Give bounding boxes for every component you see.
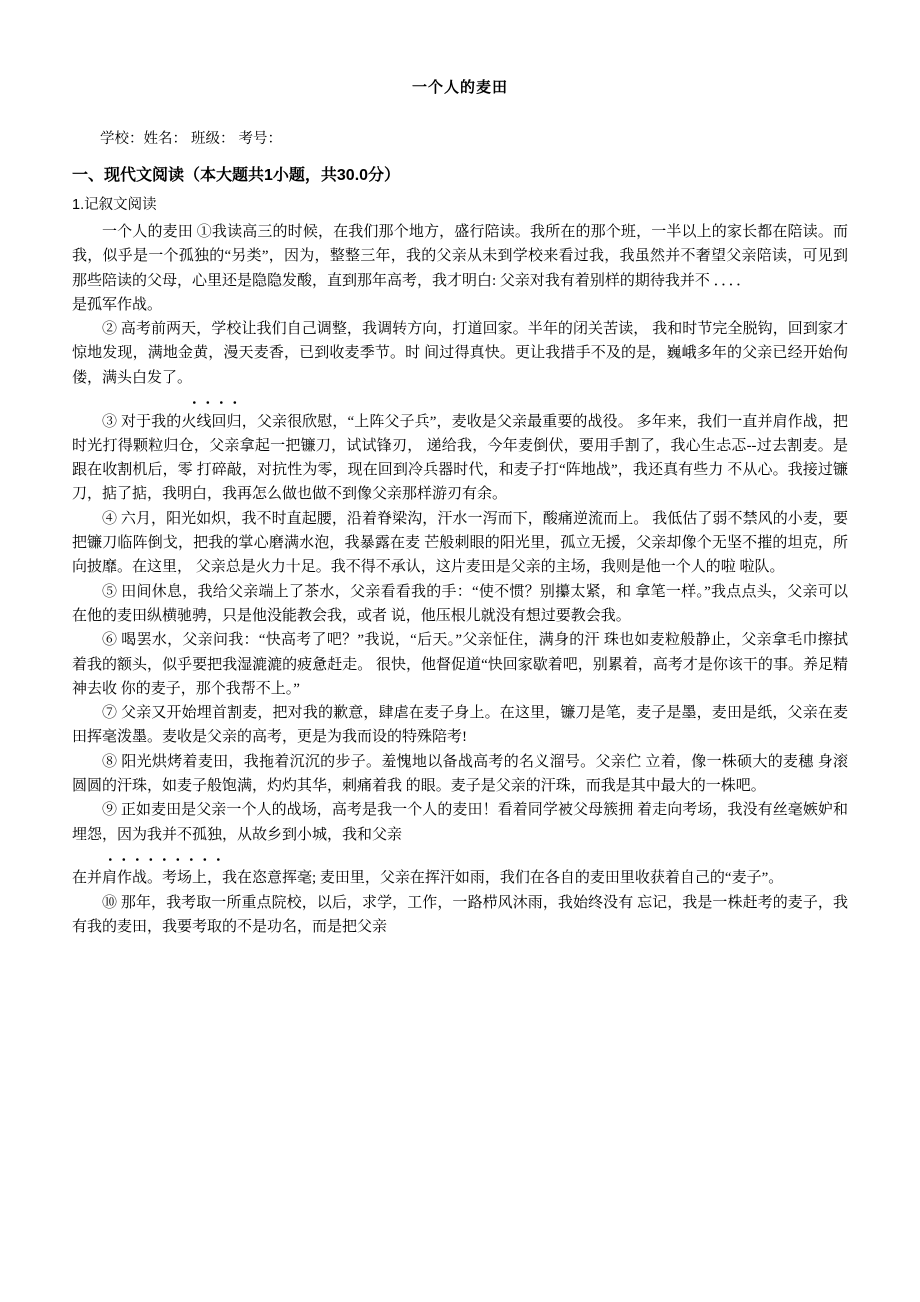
article-body — [72, 220, 848, 939]
paragraph: 是孤军作战。 — [72, 296, 163, 313]
student-info-line: 学校：姓名： 班级： 考号： — [100, 131, 283, 147]
section-heading: 一、现代文阅读（本大题共1小题，共30.0分） — [72, 167, 401, 184]
paragraph: ⑦ 父亲又开始埋首割麦，把对我的歉意，肆虐在麦子身上。在这里，镰刀是笔，麦子是墨，麦田是纸，父亲在麦田挥毫泼墨。麦收是父亲的高考，更是为我而设的特殊陪考! — [72, 705, 848, 746]
emphasis-dots: ．．．．．．．．． — [108, 847, 238, 864]
paragraph: ⑤ 田间休息，我给父亲端上了茶水，父亲看看我的手：“使不惯？别攥太紧，和 拿笔一样。”我点点头，父亲可以在他的麦田纵横驰骋，只是他没能教会我，或者 说，他压根儿就没有想过要教会我。 — [72, 583, 848, 624]
paragraph: ⑩ 那年，我考取一所重点院校，以后，求学，工作，一路栉风沐雨，我始终没有 忘记，我是一株赶考的麦子，我有我的麦田，我要考取的不是功名，而是把父亲 — [72, 894, 848, 936]
paragraph: ⑧ 阳光烘烤着麦田，我拖着沉沉的步子。羞愧地以备战高考的名义溜号。父亲伫 立着，像一株硕大的麦穗 身滚圆圆的汗珠，如麦子般饱满，灼灼其华，刺痛着我 的眼。麦子是父亲的汗珠，而我是其中最大的一株吧。 — [72, 753, 848, 795]
paragraph: 在并肩作战。考场上，我在恣意挥毫; 麦田里，父亲在挥汗如雨，我们在各自的麦田里收获着自己的“麦子”。 — [72, 870, 784, 887]
paragraph: 一个人的麦田 ①我读高三的时候，在我们那个地方，盛行陪读。我所在的那个班，一半以上的家长都在陪读。而我，似乎是一个孤独的“另类”，因为，整整三年，我的父亲从未到学校来看过我，我虽然并不奢望父亲陪读，可见到那些陪读的父母，心里还是隐隐发酸，直到那年高考，我才明白: 父亲对我有着别样的期待我并不 ．．．． — [72, 224, 848, 289]
paragraph: ③ 对于我的火线回归，父亲很欣慰，“上阵父子兵”，麦收是父亲最重要的战役。 多年来，我们一直并肩作战，把时光打得颗粒归仓，父亲拿起一把镰刀，试试锋刃， 递给我，今年麦倒伏，要用手割了，我心生忐忑--过去割麦。是跟在收割机后，零 打碎敲，对抗性为零，现在回到冷兵器时代，和麦子打“阵地战”，我还真有些力 不从心。我接过镰刀，掂了掂，我明白，我再怎么做也做不到像父亲那样游刃有余。 — [72, 413, 848, 503]
page-title: 一个人的麦田 — [411, 79, 508, 96]
paragraph: ② 高考前两天，学校让我们自己调整，我调转方向，打道回家。半年的闭关苦读， 我和时节完全脱钩，回到家才惊地发现，满地金黄，漫天麦香，已到收麦季节。时 间过得真快。更让我措手不及的是，巍峨多年的父亲已经开始佝偻，满头白发了。 — [72, 321, 848, 386]
emphasis-dots: ．．．． — [192, 391, 254, 408]
paragraph: ④ 六月，阳光如炽，我不时直起腰，沿着脊梁沟，汗水一泻而下，酸痛逆流而上。 我低估了弱不禁风的小麦，要把镰刀临阵倒戈，把我的掌心磨满水泡，我暴露在麦 芒般刺眼的阳光里，孤立无援，父亲却像个无坚不摧的坦克，所向披靡。在这里， 父亲总是火力十足。我不得不承认，这片麦田是父亲的主场，我则是他一个人的啦 啦队。 — [72, 510, 848, 576]
sub-heading: 1.记叙文阅读 — [72, 197, 157, 213]
paragraph: ⑥ 喝罢水，父亲问我：“快高考了吧？”我说，“后天。”父亲怔住，满身的汗 珠也如麦粒般静止，父亲拿毛巾擦拭着我的额头，似乎要把我湿漉漉的疲惫赶走。 很快，他督促道“快回家歇着吧，别累着，高考才是你该干的事。养足精神去收 你的麦子，那个我帮不上。” — [72, 632, 848, 697]
paragraph: ⑨ 正如麦田是父亲一个人的战场，高考是我一个人的麦田！看着同学被父母簇拥 着走向考场，我没有丝毫嫉妒和埋怨，因为我并不孤独，从故乡到小城，我和父亲 — [72, 802, 848, 843]
